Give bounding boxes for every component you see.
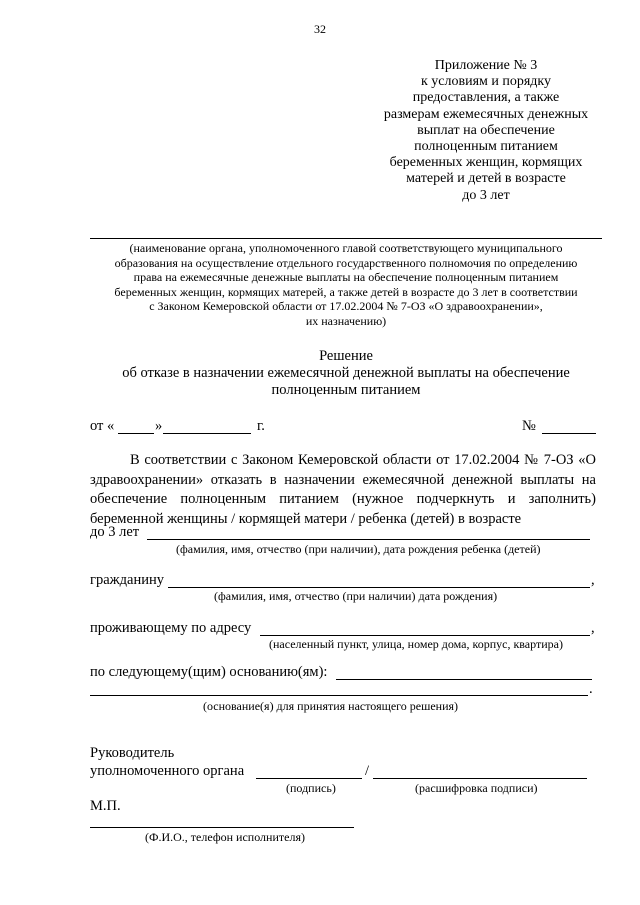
appendix-header — [372, 58, 600, 204]
grounds-field-1[interactable] — [336, 679, 592, 680]
decision-body: В соответствии с Законом Кемеровской области от 17.02.2004 № 7-ОЗ «О здравоохранении» отказать в назначении ежемесячной денежной выплаты на обеспечение полноценным питанием (нужное подчеркнуть и заполнить) беременной женщины / кормящей матери / ребенка (детей) в возрасте — [90, 452, 596, 527]
address-caption: (населенный пункт, улица, номер дома, корпус, квартира) — [269, 637, 563, 651]
caption-line: права на ежемесячные денежные выплаты на обеспечение полноценным питанием — [133, 270, 559, 285]
citizen-comma: , — [591, 572, 595, 588]
authority-name-field[interactable] — [90, 238, 602, 239]
signature-decode-caption: (расшифровка подписи) — [415, 781, 538, 795]
appendix-line: до 3 лет — [462, 187, 510, 203]
appendix-line: беременных женщин, кормящих — [389, 155, 583, 171]
authority-name-caption — [90, 241, 602, 329]
signature-slash: / — [365, 763, 370, 779]
date-prefix: от « — [90, 418, 115, 434]
title-line: полноценным питанием — [271, 382, 421, 398]
title-line: об отказе в назначении ежемесячной денежной выплаты на обеспечение — [122, 365, 570, 381]
head-title: Руководитель — [90, 745, 175, 761]
child-info-caption: (фамилия, имя, отчество (при наличии), дата рождения ребенка (детей) — [176, 542, 541, 556]
appendix-line: к условиям и порядку — [420, 74, 552, 90]
date-suffix: г. — [257, 418, 265, 434]
appendix-line: полноценным питанием — [414, 139, 558, 155]
grounds-period: . — [589, 681, 593, 697]
executor-caption: (Ф.И.О., телефон исполнителя) — [145, 830, 305, 844]
decision-title — [90, 348, 602, 399]
grounds-label: по следующему(щим) основанию(ям): — [90, 664, 328, 680]
citizen-caption: (фамилия, имя, отчество (при наличии) дата рождения) — [214, 589, 498, 603]
caption-line: их назначению) — [305, 313, 387, 328]
seal-mark: М.П. — [90, 798, 121, 814]
head-authority: уполномоченного органа — [90, 763, 245, 779]
page-number: 32 — [314, 22, 326, 36]
citizen-label: гражданину — [90, 572, 164, 588]
signature-decode-field[interactable] — [373, 778, 587, 779]
caption-line: беременных женщин, кормящих матерей, а также детей в возрасте до 3 лет в соответствии — [114, 284, 578, 299]
appendix-line: размерам ежемесячных денежных — [383, 106, 589, 122]
address-field[interactable] — [260, 635, 590, 636]
appendix-line: Приложение № 3 — [434, 58, 538, 73]
address-comma: , — [591, 620, 595, 636]
child-info-field[interactable] — [147, 539, 590, 540]
date-middle: » — [155, 418, 163, 434]
caption-line: (наименование органа, уполномоченного главой соответствующего муниципального — [129, 241, 563, 255]
address-label: проживающему по адресу — [90, 620, 252, 636]
decision-number-field[interactable] — [542, 433, 596, 434]
appendix-line: матерей и детей в возрасте — [406, 171, 566, 187]
number-label: № — [522, 418, 536, 434]
grounds-field-2[interactable] — [90, 695, 588, 696]
citizen-field[interactable] — [168, 587, 590, 588]
signature-field[interactable] — [256, 778, 362, 779]
appendix-line: выплат на обеспечение — [417, 122, 555, 138]
appendix-line: предоставления, а также — [412, 90, 560, 106]
date-day-field[interactable] — [118, 433, 154, 434]
caption-line: с Законом Кемеровской области от 17.02.2004 № 7-ОЗ «О здравоохранении», — [149, 299, 543, 314]
title-line: Решение — [319, 348, 373, 364]
executor-field[interactable] — [90, 827, 354, 828]
age-label: до 3 лет — [90, 524, 140, 540]
grounds-caption: (основание(я) для принятия настоящего решения) — [203, 699, 459, 713]
date-month-field[interactable] — [163, 433, 251, 434]
caption-line: образования на осуществление отдельного государственного полномочия по определению — [114, 255, 578, 270]
signature-caption: (подпись) — [286, 781, 336, 795]
